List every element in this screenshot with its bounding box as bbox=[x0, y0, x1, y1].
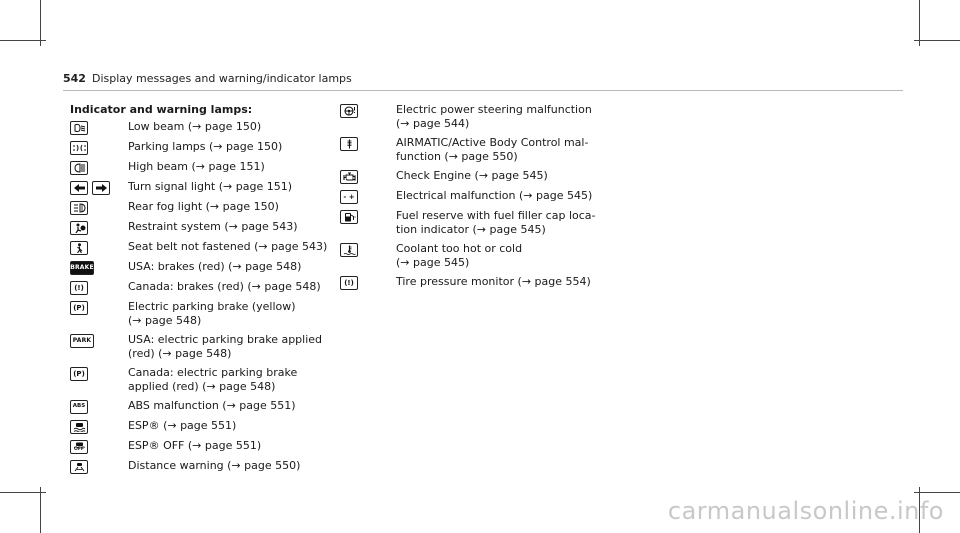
esp-off-label: OFF bbox=[74, 446, 84, 452]
brake-usa-icon: BRAKE bbox=[70, 261, 94, 275]
crop-mark bbox=[0, 40, 46, 41]
lamp-label: Fuel reserve with fuel filler cap loca- bbox=[396, 209, 596, 222]
power-steering-icon bbox=[340, 104, 358, 118]
lamp-item bbox=[70, 300, 330, 328]
check-engine-icon bbox=[340, 170, 358, 184]
esp-off-icon bbox=[70, 440, 88, 454]
lamp-label: Seat belt not fastened (→ page 543) bbox=[128, 240, 328, 253]
lamp-item bbox=[70, 180, 330, 195]
lamp-label: (→ page 544) bbox=[396, 117, 470, 130]
lamp-label: AIRMATIC/Active Body Control mal- bbox=[396, 136, 589, 149]
right-column bbox=[340, 103, 610, 295]
park-usa-icon: PARK bbox=[70, 334, 94, 348]
lamp-label: High beam (→ page 151) bbox=[128, 160, 265, 173]
lamp-label: Canada: brakes (red) (→ page 548) bbox=[128, 280, 321, 293]
crop-mark bbox=[40, 487, 41, 533]
lamp-item bbox=[70, 459, 330, 474]
rear-fog-light-icon bbox=[70, 201, 88, 215]
electric-parking-brake-icon: (P) bbox=[70, 301, 88, 315]
brake-canada-icon: (!) bbox=[70, 281, 88, 295]
lamp-label: Distance warning (→ page 550) bbox=[128, 459, 301, 472]
restraint-system-icon bbox=[70, 221, 88, 235]
lamp-label: ESP® OFF (→ page 551) bbox=[128, 439, 262, 452]
lamp-label: Low beam (→ page 150) bbox=[128, 120, 262, 133]
low-beam-icon bbox=[70, 121, 88, 135]
lamp-item bbox=[340, 275, 610, 290]
lamp-item bbox=[70, 439, 330, 454]
crop-mark bbox=[914, 40, 960, 41]
lamp-label: Electrical malfunction (→ page 545) bbox=[396, 189, 593, 202]
lamp-label: (red) (→ page 548) bbox=[128, 347, 232, 360]
coolant-icon bbox=[340, 243, 358, 257]
lamp-label: USA: electric parking brake applied bbox=[128, 333, 323, 346]
fuel-reserve-icon bbox=[340, 210, 358, 224]
lamp-item bbox=[70, 120, 330, 135]
esp-icon bbox=[70, 420, 88, 434]
turn-signal-right-icon bbox=[92, 181, 110, 195]
abs-icon: ABS bbox=[70, 400, 88, 414]
lamp-label: ESP® (→ page 551) bbox=[128, 419, 237, 432]
seat-belt-icon bbox=[70, 241, 88, 255]
lamp-label: Rear fog light (→ page 150) bbox=[128, 200, 279, 213]
electrical-malfunction-icon: - + bbox=[340, 190, 358, 204]
left-column bbox=[70, 103, 330, 479]
high-beam-icon bbox=[70, 161, 88, 175]
lamp-label: USA: brakes (red) (→ page 548) bbox=[128, 260, 302, 273]
lamp-label: Electric parking brake (yellow) bbox=[128, 300, 296, 313]
distance-warning-icon bbox=[70, 460, 88, 474]
airmatic-icon bbox=[340, 137, 358, 151]
crop-mark bbox=[914, 492, 960, 493]
lamp-item bbox=[340, 242, 610, 270]
lamp-item bbox=[70, 140, 330, 155]
parking-lamps-icon bbox=[70, 141, 88, 155]
page-header bbox=[63, 72, 352, 85]
lamp-label: function (→ page 550) bbox=[396, 150, 518, 163]
lamp-item bbox=[70, 419, 330, 434]
watermark: carmanualsonline.info bbox=[667, 497, 944, 525]
lamp-item bbox=[70, 240, 330, 255]
tire-pressure-icon: (!) bbox=[340, 276, 358, 290]
header-rule bbox=[63, 90, 903, 91]
lamp-item bbox=[70, 366, 330, 394]
lamp-item bbox=[70, 160, 330, 175]
lamp-item bbox=[70, 399, 330, 414]
park-canada-icon: (P) bbox=[70, 367, 88, 381]
lamp-item bbox=[340, 169, 610, 184]
lamp-item bbox=[340, 136, 610, 164]
lamp-label: Canada: electric parking brake bbox=[128, 366, 298, 379]
crop-mark bbox=[0, 492, 46, 493]
lamp-item bbox=[340, 103, 610, 131]
lamp-label: applied (red) (→ page 548) bbox=[128, 380, 276, 393]
lamp-label: Restraint system (→ page 543) bbox=[128, 220, 298, 233]
lamp-item bbox=[70, 260, 330, 275]
lamp-item bbox=[340, 189, 610, 204]
lamp-label: (→ page 545) bbox=[396, 256, 470, 269]
lamp-item bbox=[70, 333, 330, 361]
page-header-title: Display messages and warning/indicator lamps bbox=[91, 72, 352, 85]
lamp-item bbox=[340, 209, 610, 237]
lamp-label: (→ page 548) bbox=[128, 314, 202, 327]
lamp-item bbox=[70, 280, 330, 295]
lamp-label: Electric power steering malfunction bbox=[396, 103, 592, 116]
lamp-label: ABS malfunction (→ page 551) bbox=[128, 399, 296, 412]
page-number: 542 bbox=[63, 72, 86, 85]
lamp-label: Parking lamps (→ page 150) bbox=[128, 140, 283, 153]
lamp-label: Coolant too hot or cold bbox=[396, 242, 523, 255]
lamp-label: Check Engine (→ page 545) bbox=[396, 169, 548, 182]
lamp-label: Tire pressure monitor (→ page 554) bbox=[396, 275, 591, 288]
lamp-label: Turn signal light (→ page 151) bbox=[128, 180, 292, 193]
lamp-label: tion indicator (→ page 545) bbox=[396, 223, 546, 236]
turn-signal-left-icon bbox=[70, 181, 88, 195]
lamp-item bbox=[70, 220, 330, 235]
lamp-item bbox=[70, 200, 330, 215]
section-title: Indicator and warning lamps: bbox=[70, 103, 253, 116]
